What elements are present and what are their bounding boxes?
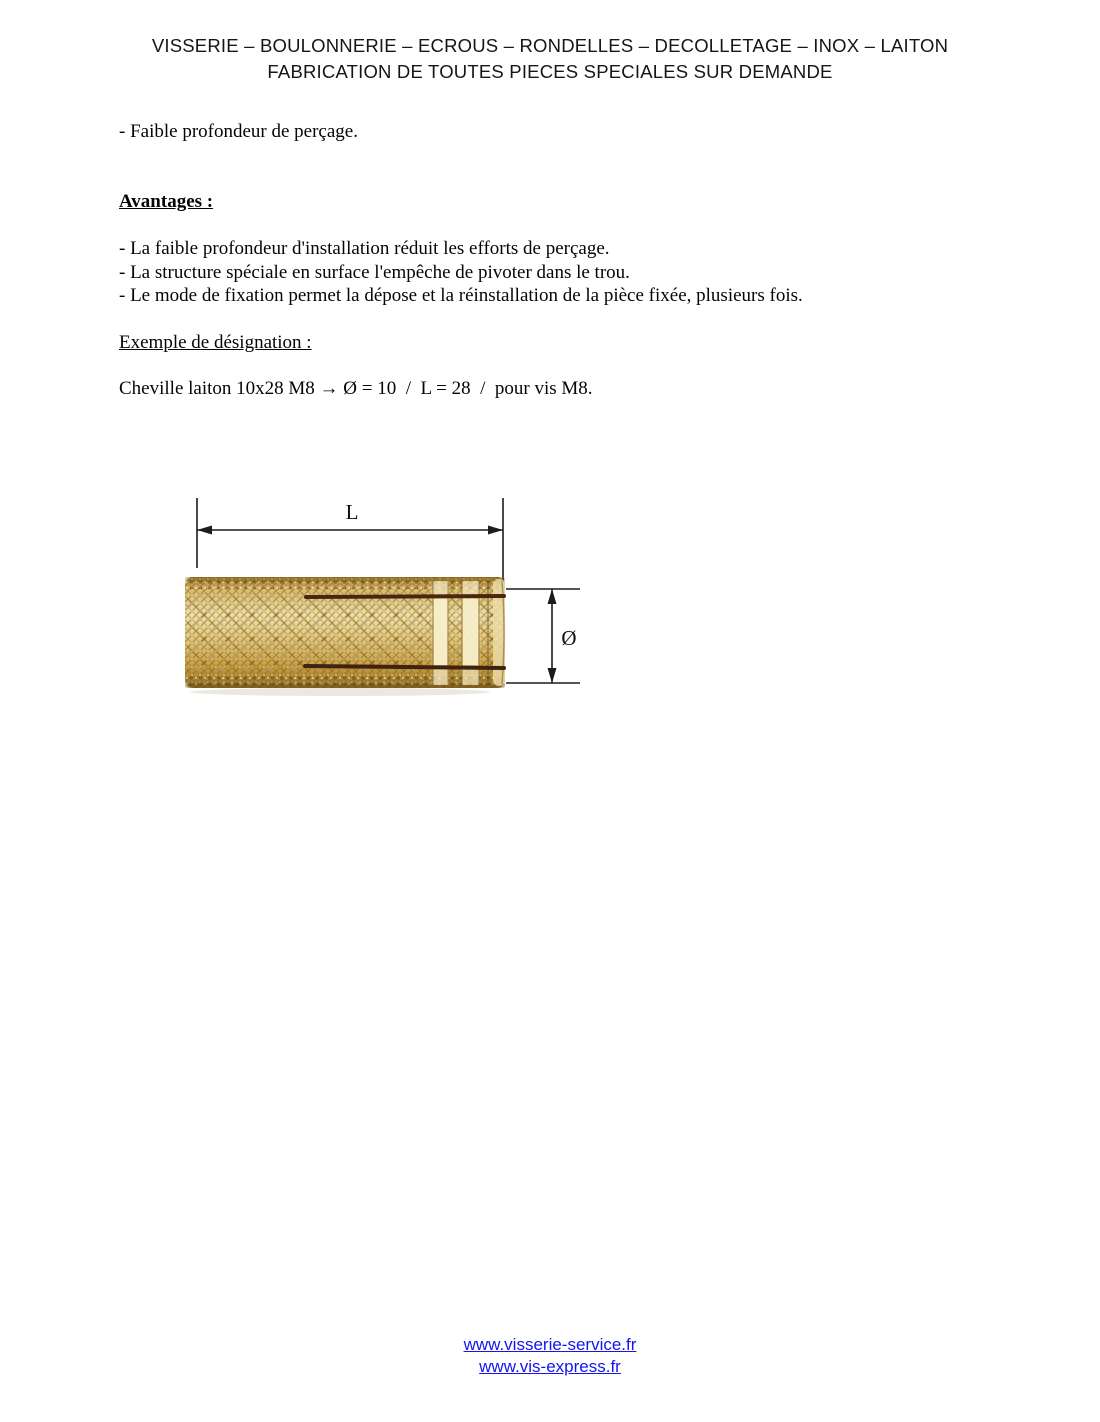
diameter-dimension [506, 589, 580, 683]
anchor-diagram [180, 495, 600, 707]
document-footer [0, 1334, 1100, 1378]
advantage-item: - La faible profondeur d'installation réduit les efforts de perçage. [119, 238, 610, 259]
document-header [0, 33, 1100, 85]
diameter-label: Ø [561, 626, 577, 650]
header-line-1: VISSERIE – BOULONNERIE – ECROUS – RONDELLES – DECOLLETAGE – INOX – LAITON [151, 35, 949, 56]
link-vis-express[interactable]: www.vis-express.fr [479, 1357, 621, 1376]
intro-line: - Faible profondeur de perçage. [119, 121, 358, 142]
advantage-item: - Le mode de fixation permet la dépose et la réinstallation de la pièce fixée, plusieurs fois. [119, 285, 803, 306]
avantages-heading: Avantages : [119, 191, 214, 212]
length-label: L [345, 500, 359, 524]
advantages-list [119, 237, 803, 308]
header-line-2: FABRICATION DE TOUTES PIECES SPECIALES SUR DEMANDE [267, 61, 833, 82]
designation-line: Cheville laiton 10x28 M8 → Ø = 10 / L = 28 / pour vis M8. [119, 378, 593, 399]
length-dimension [197, 498, 503, 583]
link-visserie-service[interactable]: www.visserie-service.fr [463, 1335, 637, 1354]
advantage-item: - La structure spéciale en surface l'empêche de pivoter dans le trou. [119, 261, 630, 283]
exemple-heading: Exemple de désignation : [119, 332, 312, 353]
anchor-photo [185, 577, 505, 696]
